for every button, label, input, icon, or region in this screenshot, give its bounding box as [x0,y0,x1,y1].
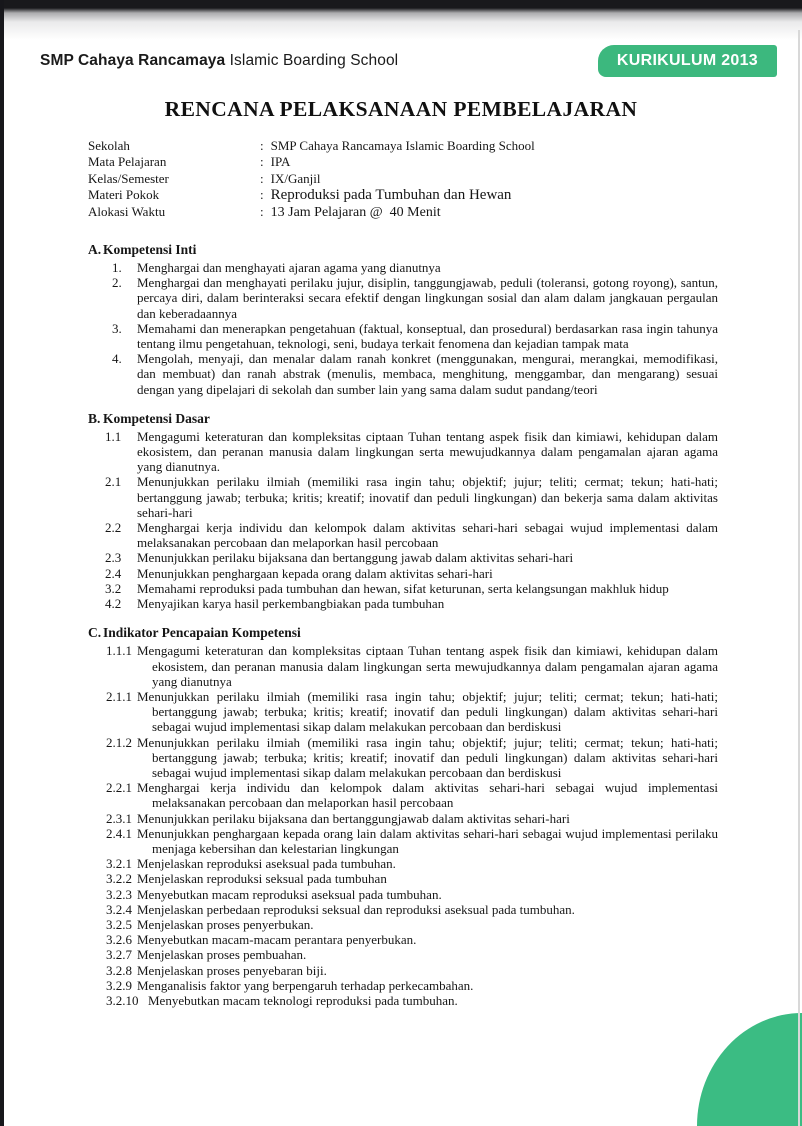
item-number: 3.2.10 [106,992,139,1008]
section-heading [88,625,718,641]
item-number: 3.2.2 [106,871,132,887]
document-header [0,0,802,77]
list-item [88,871,718,886]
meta-separator: : [260,170,264,186]
item-number: 2.1.2 [106,734,132,750]
item-text: Menyebutkan macam reproduksi aseksual pada tumbuhan. [137,886,442,902]
item-text: Menganalisis faktor yang berpengaruh terhadap perkecambahan. [137,977,474,993]
item-text: Mengolah, menyaji, dan menalar dalam ranah konkret (menggunakan, mengurai, merangkai, memodifikasi, dan membuat) dan ranah abstrak (menulis, membaca, menghitung, menggambar, dan mengarang) sesuai dengan yang dipelajari di sekolah dan sumber lain yang sama dalam sudut pandang/teori [137,351,718,397]
section-title: Kompetensi Inti [103,242,197,258]
item-text: Memahami reproduksi pada tumbuhan dan hewan, sifat keturunan, serta kelangsungan makhluk hidup [137,580,669,596]
item-number: 2.1.1 [106,688,132,704]
item-text: Mengagumi keteraturan dan kompleksitas ciptaan Tuhan tentang aspek fisik dan kimiawi, kehidupan dalam ekosistem, dan peranan manusia dalam lingkungan serta mewujudkannya dalam pengamalan ajaran agama yang dianutnya. [137,428,718,475]
meta-label: Materi Pokok [88,187,160,203]
list-item [88,735,718,781]
item-text: Mengagumi keteraturan dan kompleksitas ciptaan Tuhan tentang aspek fisik dan kimiawi, kehidupan dalam ekosistem, dan peranan manusia dalam lingkungan serta mewujudkannya dalam pengamalan ajaran agama yang dianutnya [137,643,718,689]
list-item [88,581,718,596]
section-title: Kompetensi Dasar [103,410,210,426]
page-right-edge [798,30,800,1126]
meta-label: Mata Pelajaran [88,154,167,170]
list-item [88,596,718,611]
list-item [88,429,718,475]
item-number: 3.2.9 [106,977,132,993]
item-number: 3. [112,320,122,336]
list-item [88,856,718,871]
list-item [88,520,718,550]
meta-label: Alokasi Waktu [88,203,166,219]
meta-separator: : [260,203,264,219]
item-number: 3.2.4 [106,901,132,917]
item-number: 3.2.7 [106,947,132,963]
item-number: 2.4 [105,565,122,581]
school-name-regular: Islamic Boarding School [225,52,399,69]
item-text: Menunjukkan penghargaan kepada orang lain dalam aktivitas sehari-hari sebagai wujud implementasi perilaku menjaga kebersihan dan kelestarian lingkungan [137,825,718,856]
item-text: Menunjukkan penghargaan kepada orang dalam aktivitas sehari-hari [137,565,493,581]
kurikulum-badge: KURIKULUM 2013 [598,45,777,77]
item-number: 4. [112,351,122,367]
item-number: 3.2.3 [106,886,132,902]
green-corner-decoration [697,1013,802,1126]
section-heading [88,242,718,258]
item-text: Memahami dan menerapkan pengetahuan (faktual, konseptual, dan prosedural) berdasarkan rasa ingin tahunya tentang ilmu pengetahuan, teknologi, seni, budaya terkait fenomena dan kejadian tampak mata [137,320,718,352]
item-text: Menyajikan karya hasil perkembangbiakan pada tumbuhan [137,596,445,612]
list-item [88,978,718,993]
item-number: 2. [112,275,122,291]
list-item [88,993,718,1008]
list-item [88,947,718,962]
item-number: 3.2.5 [106,916,132,932]
item-number: 1. [112,260,122,276]
item-number: 3.2 [105,580,122,596]
list-item [88,474,718,520]
list-item [88,260,718,275]
list-item [88,566,718,581]
list-item [88,689,718,735]
school-name-bold: SMP Cahaya Rancamaya [40,52,226,69]
item-text: Menjelaskan reproduksi seksual pada tumbuhan [137,871,387,887]
item-number: 2.1 [105,474,122,490]
item-text: Menjelaskan proses pembuahan. [137,947,307,963]
item-text: Menghargai dan menghayati ajaran agama yang dianutnya [137,260,441,276]
item-text: Menyebutkan macam-macam perantara penyerbukan. [137,932,417,948]
item-number: 2.3 [105,550,122,566]
item-text: Menjelaskan proses penyerbukan. [137,916,314,932]
item-number: 3.2.1 [106,856,132,872]
item-number: 2.4.1 [106,825,132,841]
section-letter: B. [88,410,101,426]
page-left-edge [0,0,4,1126]
item-text: Menunjukkan perilaku bijaksana dan bertanggung jawab dalam aktivitas sehari-hari [137,550,574,566]
meta-value: Reproduksi pada Tumbuhan dan Hewan [270,187,512,204]
list-item [88,275,718,321]
list-item [88,780,718,810]
meta-row [88,171,718,187]
meta-separator: : [260,138,264,153]
meta-label: Sekolah [88,138,130,153]
list-item [88,321,718,351]
section [88,242,718,397]
sections-container [88,242,718,1008]
list-item [88,902,718,917]
list-item [88,643,718,689]
section-letter: C. [88,625,102,641]
meta-row [88,187,718,203]
item-number: 4.2 [105,596,122,612]
section [88,625,718,1008]
list-item [88,887,718,902]
item-text: Menjelaskan reproduksi aseksual pada tumbuhan. [137,856,396,872]
list-item [88,963,718,978]
school-name [40,52,398,70]
item-text: Menunjukkan perilaku ilmiah (memiliki rasa ingin tahu; objektif; jujur; teliti; cermat; tekun; hati-hati; bertanggung jawab; terbuka; kritis; kreatif; inovatif dan peduli lingkungan) dan bekerja sama dalam aktivitas sehari-hari [137,474,718,520]
item-text: Menjelaskan proses penyebaran biji. [137,962,327,978]
meta-row [88,204,718,221]
metadata-block [88,138,718,221]
meta-row [88,138,718,154]
meta-value: 13 Jam Pelajaran @ 40 Menit [270,204,441,220]
meta-label: Kelas/Semester [88,170,169,186]
item-number: 1.1 [105,428,122,444]
item-text: Menunjukkan perilaku ilmiah (memiliki rasa ingin tahu; objektif; jujur; teliti; cermat; tekun; hati-hati; bertanggung jawab; terbuka; kritis; kreatif; inovatif dan peduli lingkungan) dalam aktivitas sehari-hari sebagai wujud implementasi sikap dalam melakukan percobaan dan berdiskusi [137,688,718,735]
meta-value: SMP Cahaya Rancamaya Islamic Boarding School [270,138,535,153]
item-text: Menghargai kerja individu dan kelompok dalam aktivitas sehari-hari sebagai wujud implementasi dalam melaksanakan percobaan dan melaporkan hasil percobaan [137,520,718,551]
section-letter: A. [88,242,102,258]
list-item [88,826,718,856]
list-item [88,917,718,932]
document-title: RENCANA PELAKSANAAN PEMBELAJARAN [164,97,638,121]
section-title: Indikator Pencapaian Kompetensi [103,625,301,641]
list-item [88,811,718,826]
meta-row [88,154,718,170]
meta-value: IPA [270,154,291,170]
item-number: 2.2 [105,520,122,536]
item-number: 3.2.6 [106,932,132,948]
item-text: Menunjukkan perilaku ilmiah (memiliki rasa ingin tahu; objektif; jujur; teliti; cermat; tekun; hati-hati; bertanggung jawab; terbuka; kritis; kreatif; inovatif dan peduli lingkungan) dalam aktivitas sehari-hari sebagai wujud implementasi sikap dalam melakukan percobaan dan berdiskusi [137,734,718,780]
meta-separator: : [260,154,264,170]
item-number: 2.3.1 [106,810,132,826]
item-number: 2.2.1 [106,780,132,796]
section [88,411,718,611]
item-text: Menghargai kerja individu dan kelompok dalam aktivitas sehari-hari sebagai wujud implementasi melaksanakan percobaan dan melaporkan hasil percobaan [137,780,718,811]
item-text: Menyebutkan macam teknologi reproduksi pada tumbuhan. [148,992,458,1008]
list-item [88,932,718,947]
list-item [88,550,718,565]
meta-separator: : [260,187,264,203]
item-number: 3.2.8 [106,962,132,978]
meta-value: IX/Ganjil [270,170,321,186]
section-heading [88,411,718,427]
list-item [88,351,718,397]
item-text: Menjelaskan perbedaan reproduksi seksual dan reproduksi aseksual pada tumbuhan. [137,901,575,917]
item-text: Menghargai dan menghayati perilaku jujur, disiplin, tanggungjawab, peduli (toleransi, gotong royong), santun, percaya diri, dalam berinteraksi secara efektif dengan lingkungan sosial dan alam dalam jangkauan pergaulan dan keberadaannya [137,275,718,321]
item-number: 1.1.1 [106,643,132,659]
item-text: Menunjukkan perilaku bijaksana dan bertanggungjawab dalam aktivitas sehari-hari [137,810,570,826]
